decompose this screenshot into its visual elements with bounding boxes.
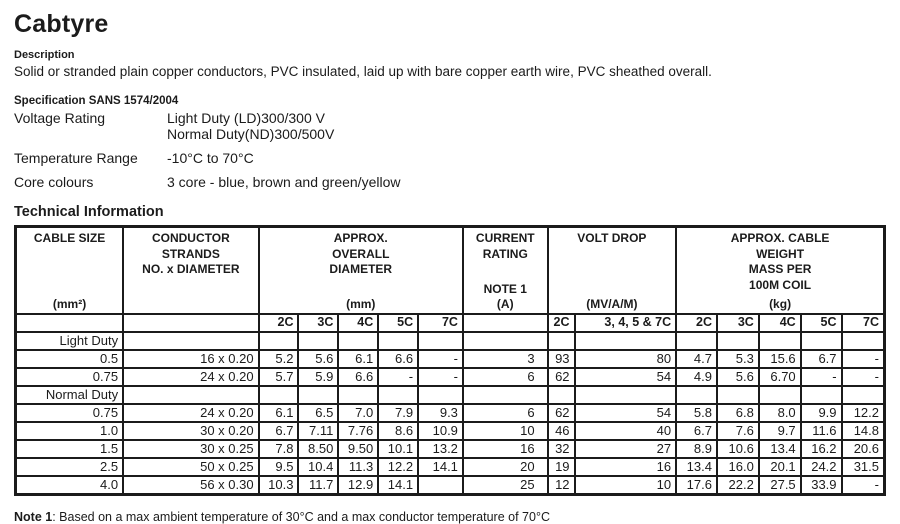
spec-row-voltage-rating bbox=[14, 110, 886, 142]
subcolumn-header: 4C bbox=[759, 314, 801, 332]
table-cell: 62 bbox=[548, 368, 575, 386]
table-cell: 5.3 bbox=[717, 350, 759, 368]
table-cell: 5.6 bbox=[717, 368, 759, 386]
table-cell: - bbox=[842, 476, 885, 495]
table-cell: 0.75 bbox=[16, 404, 124, 422]
table-cell: 10 bbox=[463, 422, 548, 440]
table-cell bbox=[338, 386, 378, 404]
table-cell: 54 bbox=[575, 368, 677, 386]
table-cell bbox=[463, 332, 548, 350]
subcolumn-header: 7C bbox=[418, 314, 463, 332]
technical-information-heading: Technical Information bbox=[14, 204, 164, 220]
subcolumn-header: 3C bbox=[717, 314, 759, 332]
table-cell: 6.8 bbox=[717, 404, 759, 422]
table-cell: 30 x 0.25 bbox=[123, 440, 259, 458]
table-cell bbox=[548, 332, 575, 350]
section-row bbox=[16, 332, 885, 350]
table-cell bbox=[842, 332, 885, 350]
subcolumn-header: 5C bbox=[801, 314, 842, 332]
table-cell bbox=[378, 332, 418, 350]
subcolumn-header: 4C bbox=[338, 314, 378, 332]
table-cell: 17.6 bbox=[676, 476, 717, 495]
table-cell: 13.4 bbox=[676, 458, 717, 476]
subcolumn-header bbox=[16, 314, 124, 332]
footnote-label: Note 1 bbox=[14, 510, 53, 524]
table-cell bbox=[378, 386, 418, 404]
table-cell: 5.9 bbox=[298, 368, 338, 386]
table-cell: 10.6 bbox=[717, 440, 759, 458]
subcolumn-header: 3, 4, 5 & 7C bbox=[575, 314, 677, 332]
table-cell: 12.2 bbox=[842, 404, 885, 422]
table-cell: 32 bbox=[548, 440, 575, 458]
table-cell: 16.0 bbox=[717, 458, 759, 476]
table-cell: 20 bbox=[463, 458, 548, 476]
column-header: CABLE SIZE (mm²) bbox=[16, 227, 124, 315]
table-cell: 7.9 bbox=[378, 404, 418, 422]
subcolumn-header: 5C bbox=[378, 314, 418, 332]
table-cell: 5.8 bbox=[676, 404, 717, 422]
table-cell: 16 bbox=[463, 440, 548, 458]
table-cell bbox=[259, 332, 299, 350]
table-row bbox=[16, 350, 885, 368]
table-cell: 14.8 bbox=[842, 422, 885, 440]
table-cell: - bbox=[418, 368, 463, 386]
table-cell: Light Duty bbox=[16, 332, 124, 350]
subcolumn-header: 2C bbox=[259, 314, 299, 332]
column-header: APPROX. OVERALL DIAMETER (mm) bbox=[259, 227, 463, 315]
table-cell: 11.6 bbox=[801, 422, 842, 440]
table-cell bbox=[418, 332, 463, 350]
table-cell: 30 x 0.20 bbox=[123, 422, 259, 440]
table-cell bbox=[676, 386, 717, 404]
table-cell: 33.9 bbox=[801, 476, 842, 495]
table-cell: 12 bbox=[548, 476, 575, 495]
table-cell: 24 x 0.20 bbox=[123, 404, 259, 422]
table-cell: 24.2 bbox=[801, 458, 842, 476]
table-cell: - bbox=[842, 350, 885, 368]
table-cell: 6.7 bbox=[676, 422, 717, 440]
table-cell bbox=[548, 386, 575, 404]
table-cell: 20.6 bbox=[842, 440, 885, 458]
table-cell: 10.1 bbox=[378, 440, 418, 458]
table-cell: 6 bbox=[463, 404, 548, 422]
table-cell: 56 x 0.30 bbox=[123, 476, 259, 495]
spec-label: Core colours bbox=[14, 174, 94, 190]
table-cell: - bbox=[418, 350, 463, 368]
table-cell: - bbox=[378, 368, 418, 386]
table-cell bbox=[123, 332, 259, 350]
table-cell bbox=[759, 332, 801, 350]
table-cell: 8.6 bbox=[378, 422, 418, 440]
table-cell: 6.6 bbox=[338, 368, 378, 386]
table-row bbox=[16, 368, 885, 386]
table-cell: 6 bbox=[463, 368, 548, 386]
spec-label: Temperature Range bbox=[14, 150, 138, 166]
table-cell: 6.6 bbox=[378, 350, 418, 368]
column-header: CONDUCTOR STRANDS NO. x DIAMETER bbox=[123, 227, 259, 315]
table-cell: 8.50 bbox=[298, 440, 338, 458]
description-text: Solid or stranded plain copper conductors, PVC insulated, laid up with bare copper earth wire, PVC sheathed overall. bbox=[14, 64, 712, 79]
table-cell: 31.5 bbox=[842, 458, 885, 476]
table-cell: 9.50 bbox=[338, 440, 378, 458]
table-cell: 25 bbox=[463, 476, 548, 495]
table-cell bbox=[123, 386, 259, 404]
subcolumn-header: 7C bbox=[842, 314, 885, 332]
table-cell: 6.1 bbox=[259, 404, 299, 422]
table-cell: 16 x 0.20 bbox=[123, 350, 259, 368]
footnote-text: : Based on a max ambient temperature of 30°C and a max conductor temperature of 70°C bbox=[52, 510, 550, 524]
table-cell: 27.5 bbox=[759, 476, 801, 495]
table-cell bbox=[418, 386, 463, 404]
table-cell: 46 bbox=[548, 422, 575, 440]
table-cell bbox=[842, 386, 885, 404]
table-cell bbox=[717, 386, 759, 404]
table-cell bbox=[759, 386, 801, 404]
table-cell: 8.0 bbox=[759, 404, 801, 422]
table-cell: 10.4 bbox=[298, 458, 338, 476]
table-cell bbox=[717, 332, 759, 350]
table-cell: 80 bbox=[575, 350, 677, 368]
subcolumn-header: 2C bbox=[548, 314, 575, 332]
table-cell: 14.1 bbox=[418, 458, 463, 476]
table-cell bbox=[259, 386, 299, 404]
table-cell: 22.2 bbox=[717, 476, 759, 495]
table-cell: 0.75 bbox=[16, 368, 124, 386]
table-cell bbox=[338, 332, 378, 350]
table-cell: 7.0 bbox=[338, 404, 378, 422]
table-row bbox=[16, 476, 885, 495]
table-cell: 15.6 bbox=[759, 350, 801, 368]
table-cell: 13.4 bbox=[759, 440, 801, 458]
table-cell: 16.2 bbox=[801, 440, 842, 458]
table-cell: 5.7 bbox=[259, 368, 299, 386]
table-cell: 9.3 bbox=[418, 404, 463, 422]
table-cell: 54 bbox=[575, 404, 677, 422]
table-cell: 9.5 bbox=[259, 458, 299, 476]
table-cell bbox=[575, 332, 677, 350]
table-cell: 11.3 bbox=[338, 458, 378, 476]
table-cell: 8.9 bbox=[676, 440, 717, 458]
table-cell bbox=[418, 476, 463, 495]
table-cell: 9.9 bbox=[801, 404, 842, 422]
table-cell: 1.5 bbox=[16, 440, 124, 458]
spec-value-line: Light Duty (LD)300/300 V bbox=[167, 110, 325, 126]
footnote bbox=[14, 510, 886, 524]
table-cell: 20.1 bbox=[759, 458, 801, 476]
subcolumn-header: 3C bbox=[298, 314, 338, 332]
table-row bbox=[16, 440, 885, 458]
subcolumn-header bbox=[123, 314, 259, 332]
table-cell: 12.9 bbox=[338, 476, 378, 495]
table-cell: 50 x 0.25 bbox=[123, 458, 259, 476]
table-cell: 10.9 bbox=[418, 422, 463, 440]
column-header: VOLT DROP (MV/A/M) bbox=[548, 227, 677, 315]
specification-heading: Specification SANS 1574/2004 bbox=[14, 95, 179, 107]
spec-label: Voltage Rating bbox=[14, 110, 106, 126]
table-cell: 13.2 bbox=[418, 440, 463, 458]
table-cell: 4.9 bbox=[676, 368, 717, 386]
table-cell bbox=[463, 386, 548, 404]
table-cell: 4.0 bbox=[16, 476, 124, 495]
section-row bbox=[16, 386, 885, 404]
table-row bbox=[16, 422, 885, 440]
table-cell: 7.11 bbox=[298, 422, 338, 440]
table-cell: 2.5 bbox=[16, 458, 124, 476]
table-cell: 10.3 bbox=[259, 476, 299, 495]
table-cell: - bbox=[842, 368, 885, 386]
spec-row-temperature-range bbox=[14, 150, 886, 166]
subcolumn-header: 2C bbox=[676, 314, 717, 332]
table-cell: 6.7 bbox=[801, 350, 842, 368]
table-cell: 6.7 bbox=[259, 422, 299, 440]
subcolumn-header bbox=[463, 314, 548, 332]
table-row bbox=[16, 458, 885, 476]
column-header: CURRENT RATING NOTE 1 (A) bbox=[463, 227, 548, 315]
table-cell: 14.1 bbox=[378, 476, 418, 495]
table-cell bbox=[298, 386, 338, 404]
spec-row-core-colours bbox=[14, 174, 886, 190]
table-cell bbox=[801, 386, 842, 404]
table-cell: - bbox=[801, 368, 842, 386]
table-cell: 10 bbox=[575, 476, 677, 495]
table-cell: 12.2 bbox=[378, 458, 418, 476]
table-cell: 27 bbox=[575, 440, 677, 458]
table-cell: Normal Duty bbox=[16, 386, 124, 404]
table-cell: 9.7 bbox=[759, 422, 801, 440]
table-cell: 3 bbox=[463, 350, 548, 368]
table-cell: 5.6 bbox=[298, 350, 338, 368]
table-cell: 40 bbox=[575, 422, 677, 440]
table-cell: 5.2 bbox=[259, 350, 299, 368]
table-cell: 93 bbox=[548, 350, 575, 368]
table-cell bbox=[575, 386, 677, 404]
table-cell bbox=[298, 332, 338, 350]
table-cell: 16 bbox=[575, 458, 677, 476]
table-cell: 4.7 bbox=[676, 350, 717, 368]
table-cell bbox=[676, 332, 717, 350]
table-cell: 24 x 0.20 bbox=[123, 368, 259, 386]
spec-value-line: Normal Duty(ND)300/500V bbox=[167, 126, 335, 142]
spec-value-line: -10°C to 70°C bbox=[167, 150, 254, 166]
table-cell: 1.0 bbox=[16, 422, 124, 440]
technical-table bbox=[14, 225, 886, 496]
table-cell: 6.70 bbox=[759, 368, 801, 386]
table-cell: 62 bbox=[548, 404, 575, 422]
table-cell: 7.76 bbox=[338, 422, 378, 440]
description-heading: Description bbox=[14, 49, 75, 61]
table-cell: 6.5 bbox=[298, 404, 338, 422]
column-header: APPROX. CABLE WEIGHT MASS PER 100M COIL (kg) bbox=[676, 227, 884, 315]
page-title: Cabtyre bbox=[14, 10, 109, 38]
table-cell: 7.8 bbox=[259, 440, 299, 458]
spec-value-line: 3 core - blue, brown and green/yellow bbox=[167, 174, 401, 190]
table-cell: 7.6 bbox=[717, 422, 759, 440]
table-cell: 19 bbox=[548, 458, 575, 476]
table-cell: 6.1 bbox=[338, 350, 378, 368]
table-cell: 11.7 bbox=[298, 476, 338, 495]
table-row bbox=[16, 404, 885, 422]
table-cell: 0.5 bbox=[16, 350, 124, 368]
table-cell bbox=[801, 332, 842, 350]
